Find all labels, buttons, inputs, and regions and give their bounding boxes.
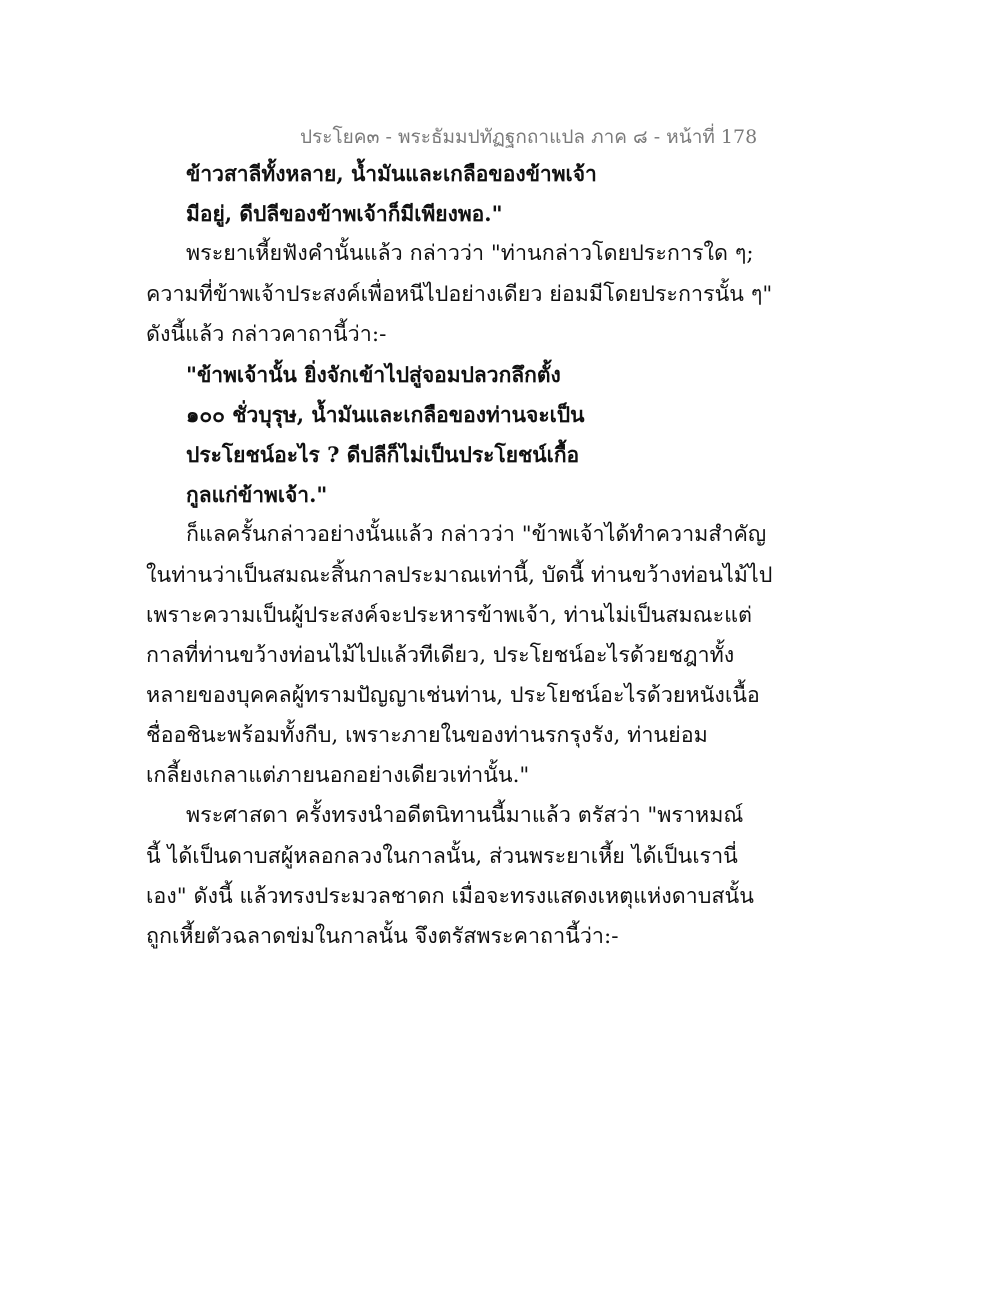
body-line: เอง" ดังนี้ แล้วทรงประมวลชาดก เมื่อจะทรงแสดงเหตุแห่งดาบสนั้น bbox=[146, 884, 754, 909]
body-line: พระยาเหี้ยฟังคำนั้นแล้ว กล่าวว่า "ท่านกล่าวโดยประการใด ๆ; bbox=[186, 241, 754, 266]
body-line: หลายของบุคคลผู้ทรามปัญญาเช่นท่าน, ประโยชน์อะไรด้วยหนังเนื้อ bbox=[146, 683, 760, 708]
verse-line: ข้าวสาลีทั้งหลาย, น้ำมันและเกลือของข้าพเจ้า bbox=[186, 161, 597, 186]
page-header: ประโยค๓ - พระธัมมปทัฏฐกถาแปล ภาค ๘ - หน้าที่ 178 bbox=[300, 126, 758, 148]
body-line: ชื่ออชินะพร้อมทั้งกีบ, เพราะภายในของท่านรกรุงรัง, ท่านย่อม bbox=[146, 723, 708, 748]
verse-line: มีอยู่, ดีปลีของข้าพเจ้าก็มีเพียงพอ." bbox=[186, 201, 503, 226]
body-line: ก็แลครั้นกล่าวอย่างนั้นแล้ว กล่าวว่า "ข้าพเจ้าได้ทำความสำคัญ bbox=[186, 522, 767, 547]
body-line: ถูกเหี้ยตัวฉลาดข่มในกาลนั้น จึงตรัสพระคาถานี้ว่า:- bbox=[146, 924, 619, 949]
body-line: นี้ ได้เป็นดาบสผู้หลอกลวงในกาลนั้น, ส่วนพระยาเหี้ย ได้เป็นเรานี่ bbox=[146, 844, 738, 869]
body-line: พระศาสดา ครั้งทรงนำอดีตนิทานนี้มาแล้ว ตรัสว่า "พราหมณ์ bbox=[186, 803, 744, 828]
body-line: กาลที่ท่านขว้างท่อนไม้ไปแล้วทีเดียว, ประโยชน์อะไรด้วยชฎาทั้ง bbox=[146, 643, 735, 668]
body-line: ในท่านว่าเป็นสมณะสิ้นกาลประมาณเท่านี้, บัดนี้ ท่านขว้างท่อนไม้ไป bbox=[146, 563, 773, 588]
verse-line: กูลแก่ข้าพเจ้า." bbox=[186, 482, 328, 507]
verse-line: ประโยชน์อะไร ? ดีปลีก็ไม่เป็นประโยชน์เกื้อ bbox=[186, 442, 580, 467]
body-line: ดังนี้แล้ว กล่าวคาถานี้ว่า:- bbox=[146, 322, 387, 347]
body-line: ความที่ข้าพเจ้าประสงค์เพื่อหนีไปอย่างเดียว ย่อมมีโดยประการนั้น ๆ" bbox=[146, 282, 773, 307]
body-line: เพราะความเป็นผู้ประสงค์จะประหารข้าพเจ้า, ท่านไม่เป็นสมณะแต่ bbox=[146, 603, 752, 628]
verse-line: "ข้าพเจ้านั้น ยิ่งจักเข้าไปสู่จอมปลวกลึกตั้ง bbox=[186, 362, 561, 387]
body-line: เกลี้ยงเกลาแต่ภายนอกอย่างเดียวเท่านั้น." bbox=[146, 763, 530, 788]
verse-line: ๑๐๐ ชั่วบุรุษ, น้ำมันและเกลือของท่านจะเป็น bbox=[186, 402, 585, 427]
